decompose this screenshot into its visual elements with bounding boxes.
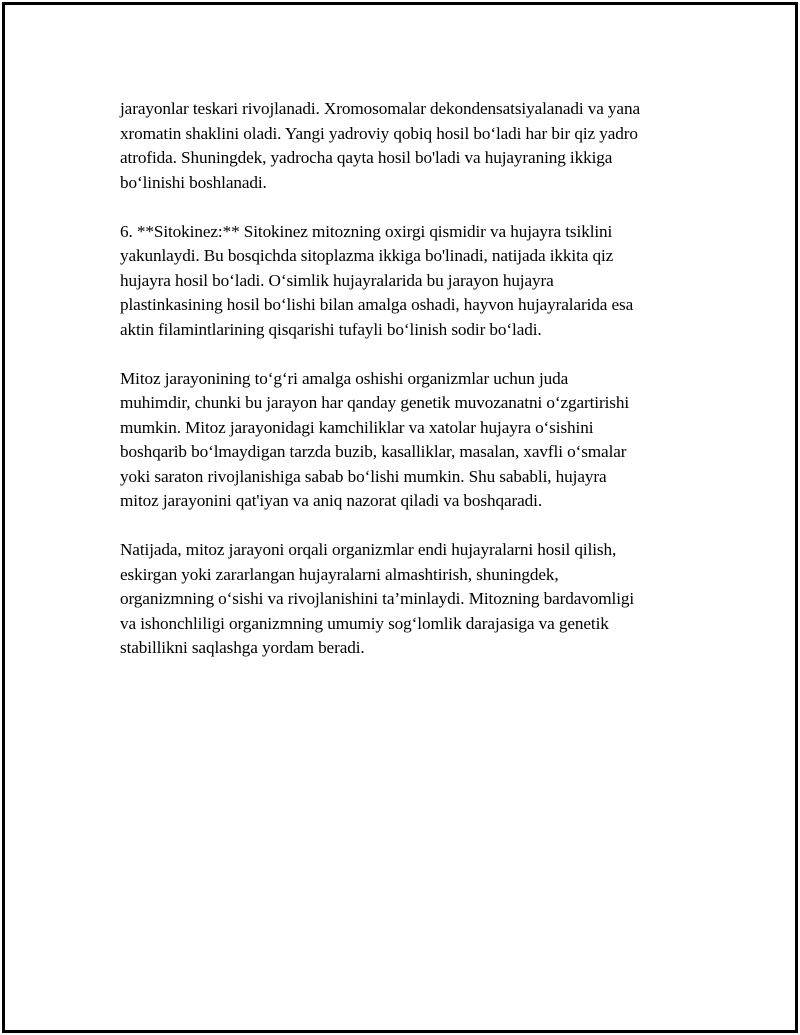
text-line: boshqarib bo‘lmaydigan tarzda buzib, kasalliklar, masalan, xavfli o‘smalar — [120, 442, 627, 461]
text-line: organizmning o‘sishi va rivojlanishini ta’minlaydi. Mitozning bardavomligi — [120, 589, 635, 608]
text-line: stabillikni saqlashga yordam beradi. — [120, 638, 365, 657]
text-line: yoki saraton rivojlanishiga sabab bo‘lishi mumkin. Shu sababli, hujayra — [120, 466, 607, 486]
text-line: eskirgan yoki zararlangan hujayralarni almashtirish, shuningdek, — [120, 564, 559, 584]
text-line: va ishonchliligi organizmning umumiy sog‘lomlik darajasiga va genetik — [120, 613, 609, 633]
text-line: yakunlaydi. Bu bosqichda sitoplazma ikkiga bo'linadi, natijada ikkita qiz — [120, 246, 614, 265]
text-line: aktin filamintlarining qisqarishi tufayli bo‘linish sodir bo‘ladi. — [120, 319, 542, 339]
text-line: bo‘linishi boshlanadi. — [120, 172, 267, 192]
text-line: jarayonlar teskari rivojlanadi. Xromosomalar dekondensatsiyalanadi va yana — [120, 99, 640, 118]
text-line: plastinkasining hosil bo‘lishi bilan amalga oshadi, hayvon hujayralarida esa — [120, 295, 634, 314]
document-body — [120, 97, 700, 685]
paragraph-cytokinesis — [120, 220, 700, 343]
paragraph-telophase-end — [120, 97, 700, 195]
text-line: 6. **Sitokinez:** Sitokinez mitozning oxirgi qismidir va hujayra tsiklini — [120, 221, 613, 241]
page-frame — [2, 2, 798, 1033]
text-line: Natijada, mitoz jarayoni orqali organizmlar endi hujayralarni hosil qilish, — [120, 540, 617, 559]
text-line: hujayra hosil bo‘ladi. O‘simlik hujayralarida bu jarayon hujayra — [120, 270, 554, 290]
text-line: muhimdir, chunki bu jarayon har qanday genetik muvozanatni o‘zgartirishi — [120, 393, 630, 412]
paragraph-mitosis-importance — [120, 367, 700, 514]
text-line: atrofida. Shuningdek, yadrocha qayta hosil bo'ladi va hujayraning ikkiga — [120, 148, 613, 167]
text-line: mitoz jarayonini qat'iyan va aniq nazorat qiladi va boshqaradi. — [120, 491, 543, 510]
paragraph-conclusion — [120, 538, 700, 661]
text-line: mumkin. Mitoz jarayonidagi kamchiliklar va xatolar hujayra o‘sishini — [120, 417, 594, 437]
text-line: xromatin shaklini oladi. Yangi yadroviy qobiq hosil bo‘ladi har bir qiz yadro — [120, 123, 638, 143]
text-line: Mitoz jarayonining to‘g‘ri amalga oshishi organizmlar uchun juda — [120, 368, 569, 388]
